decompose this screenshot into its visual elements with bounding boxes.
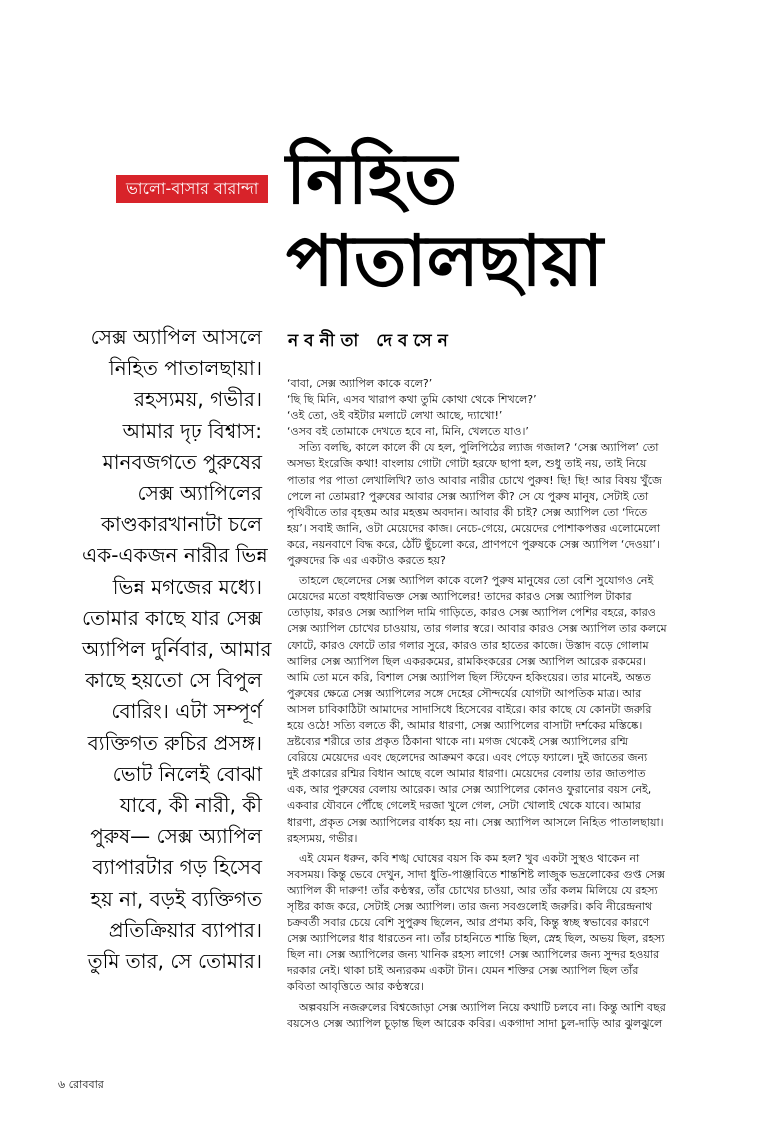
body-line: ধারণা, প্রকৃত সেক্স অ্যাপিলের বার্ধক্য হয় না। সেক্স অ্যাপিল আসলে নিহিত পাতালছায়া।	[287, 815, 664, 829]
title-line: পাতালছায়া	[286, 220, 604, 302]
pull-quote-line: যাবে, কী নারী, কী	[119, 793, 262, 818]
body-line: পেলে না তোমরা? পুরুষের আবার সেক্স অ্যাপিল কী? সে যে পুরুষ মানুষ, সেটাই তো	[287, 489, 649, 503]
pull-quote-line: সেক্স অ্যাপিলের	[137, 481, 262, 506]
body-line: ‘ছি ছি মিনি, এসব খারাপ কথা তুমি কোথা থেকে শিখলে?’	[287, 393, 537, 407]
pull-quote-line: তোমার কাছে যার সেক্স	[82, 605, 263, 630]
title-line: নিহিত	[286, 138, 458, 220]
pull-quote-line: ভোট নিলেই বোঝা	[112, 761, 262, 786]
body-line: দরকার নেই। থাকা চাই অন্যরকম একটা টান। যেমন শক্তির সেক্স অ্যাপিল ছিল তাঁর	[287, 964, 639, 978]
body-line: তাহলে ছেলেদের সেক্স অ্যাপিল কাকে বলে? পুরুষ মানুষের তো বেশি সুযোগও নেই	[299, 574, 654, 588]
body-line: সবসময়। কিন্তু ভেবে দেখুন, সাদা ধুতি-পাঞ্জাবিতে শান্তশিষ্ট লাজুক ভদ্রলোকের গুপ্ত সেক্স	[287, 867, 665, 881]
body-line: দ্রষ্টব্যের শরীরে তার প্রকৃত ঠিকানা থাকে না। মগজ থেকেই সেক্স অ্যাপিলের রশ্মি	[287, 735, 629, 749]
body-line: ‘ওসব বই তোমাকে দেখতে হবে না, মিনি, খেলতে যাও।’	[287, 425, 529, 439]
body-line: সৃষ্টির কাজ করে, সেটাই সেক্স অ্যাপিল। তার জন্য সবগুলোই জরুরি। কবি নীরেন্দ্রনাথ	[287, 900, 653, 913]
body-line: পাতার পর পাতা লেখালিখি? তাও আবার নারীর চোখে পুরুষ! ছি! ছি! আর বিষয় খুঁজে	[287, 473, 662, 487]
body-line: সত্যি বলছি, কালে কালে কী যে হল, পুলিপিঠের ল্যাজ গজাল? ‘সেক্স অ্যাপিল’ তো	[299, 441, 659, 455]
body-line: মেয়েদের মতো বহুধাবিভক্ত সেক্স অ্যাপিলের! তাদের কারও সেক্স অ্যাপিল টাকার	[287, 590, 632, 604]
pull-quote-line: হয় না, বড়ই ব্যক্তিগত	[90, 886, 262, 911]
body-line: এই যেমন ধরুন, কবি শঙ্খ ঘোষের বয়স কি কম হল? খুব একটা সুস্থও থাকেন না	[299, 851, 640, 865]
body-line: আমি তো মনে করি, বিশাল সেক্স অ্যাপিল ছিল স্টিফেন হকিংয়ের। তার মানেই, অন্তত	[287, 670, 651, 684]
pull-quote-line: আমার দৃঢ় বিশ্বাস:	[122, 418, 262, 443]
body-line: অসভ্য ইংরেজি কথা! বাংলায় গোটা গোটা হরফে ছাপা হল, শুধু তাই নয়, তাই নিয়ে	[287, 457, 647, 471]
pull-quote-line: সেক্স অ্যাপিল আসলে	[90, 325, 262, 349]
body-line: একবার যৌবনে পৌঁছে গেলেই দরজা খুলে গেল, সেটা খোলাই থেকে যাবে। আমার	[287, 799, 641, 813]
body-line: বয়সেও সেক্স অ্যাপিল চূড়ান্ত ছিল আরেক কবির। একগাদা সাদা চুল-দাড়ি আর ঝুলঝুলে	[287, 1016, 663, 1030]
body-line: দুই প্রকারের রশ্মির বিধান আছে বলে আমার ধারণা। মেয়েদের বেলায় তার জাতপাত	[287, 767, 646, 781]
pull-quote-line: এক-একজন নারীর ভিন্ন	[82, 543, 268, 568]
body-line: করে, নয়নবাণে বিদ্ধ করে, ঠোঁট ছুঁচলো করে, প্রাণপণে পুরুষকে সেক্স অ্যাপিল ‘দেওয়া’।	[287, 537, 660, 551]
pull-quote-line: প্রতিক্রিয়ার ব্যাপার।	[108, 917, 262, 942]
body-line: তোড়ায়, কারও সেক্স অ্যাপিল দামি গাড়িতে, কারও সেক্স অ্যাপিল পেশির বহরে, কারও	[287, 606, 656, 620]
pull-quote-line: বোরিং। এটা সম্পূর্ণ	[111, 699, 262, 724]
body-line: হয়ে ওঠে! সত্যি বলতে কী, আমার ধারণা, সেক্স অ্যাপিলের বাসাটা দর্শকের মস্তিষ্কে।	[287, 718, 643, 732]
body-line: হয়’। সবাই জানি, ওটা মেয়েদের কাজ। নেচে-গেয়ে, মেয়েদের পোশাকপত্তর এলোমেলো	[287, 521, 660, 535]
body-line: সেক্স অ্যাপিল চোখের চাওয়ায়, তার গলার স্বরে। আবার কারও সেক্স অ্যাপিল তার কলমে	[287, 622, 667, 636]
body-line: ‘বাবা, সেক্স অ্যাপিল কাকে বলে?’	[287, 377, 433, 390]
pull-quote-line: পুরুষ— সেক্স অ্যাপিল	[90, 824, 262, 849]
body-line: পৃথিবীতে তার বৃহত্তম আর মহত্তম অবদান। আবার কী চাই? সেক্স অ্যাপিল তো ‘দিতে	[287, 505, 648, 519]
body-line: রহস্যময়, গভীর।	[287, 831, 358, 845]
pull-quote-line: কাণ্ডকারখানাটা চলে	[100, 512, 262, 537]
body-line: ‘ওই তো, ওই বইটার মলাটে লেখা আছে, দ্যাখো!’	[287, 409, 503, 423]
body-line: কবিতা আবৃত্তিতে আর কণ্ঠস্বরে।	[287, 980, 424, 994]
pull-quote-line: ব্যক্তিগত রুচির প্রসঙ্গ।	[87, 730, 262, 755]
article-title	[286, 138, 603, 302]
body-line: ফোটে, কারও ফোটে তার গলার সুরে, কারও তার হাতের কাজে। উস্তাদ বড়ে গোলাম	[287, 638, 649, 652]
page-folio: ৬ রোববার	[58, 1078, 104, 1091]
pull-quote-line: ভিন্ন মগজের মধ্যে।	[112, 574, 262, 599]
body-line: পুরুষদের কি এর একটাও করতে হয়?	[287, 554, 446, 568]
body-line: এক, আর পুরুষের বেলায় আরেক। আর সেক্স অ্যাপিলের কোনও ফুরানোর বয়স নেই,	[287, 783, 652, 797]
pull-quote-line: মানবজগতে পুরুষের	[102, 449, 262, 474]
body-line: আসল চাবিকাঠিটা আমাদের সাদাসিধে হিসেবের বাইরে। কার কাছে যে কোনটা জরুরি	[287, 702, 652, 716]
article-body	[287, 376, 707, 1032]
body-line: বেরিয়ে মেয়েদের এবং ছেলেদের আক্রমণ করে। এবং পেড়ে ফ্যালে। দুই জাতের জন্য	[287, 751, 648, 765]
author-byline: নবনীতা দেবসেন	[288, 331, 454, 351]
body-line: ছিল না। সেক্স অ্যাপিলের জন্য খানিক রহস্য লাগে! সেক্স অ্যাপিলের জন্য সুন্দর হওয়ার	[287, 948, 660, 962]
pull-quote-line: রহস্যময়, গভীর।	[133, 387, 262, 412]
body-line: সেক্স অ্যাপিলের ধার ধারতেন না। তাঁর চাহনিতে শান্তি ছিল, স্নেহ ছিল, অভয় ছিল, রহস্য	[287, 932, 665, 946]
pull-quote-line: ব্যাপারটার গড় হিসেব	[92, 855, 262, 880]
body-line: চক্রবর্তী সবার চেয়ে বেশি সুপুরুষ ছিলেন, আর প্রণম্য কবি, কিন্তু স্বচ্ছ স্বভাবের কারণে	[287, 916, 650, 930]
pull-quote-line: নিহিত পাতালছায়া।	[109, 356, 262, 381]
pull-quote	[82, 322, 272, 977]
body-line: আলির সেক্স অ্যাপিল ছিল একরকমের, রামকিংকরের সেক্স অ্যাপিল আরেক রকমের।	[287, 654, 647, 668]
pull-quote-line: অ্যাপিল দুর্নিবার, আমার	[82, 637, 272, 662]
body-line: অ্যাপিল কী দারুণ! তাঁর কণ্ঠস্বর, তাঁর চোখের চাওয়া, আর তাঁর কলম মিলিয়ে যে রহস্য	[287, 883, 658, 897]
pull-quote-line: কাছে হয়তো সে বিপুল	[85, 668, 262, 693]
body-line: পুরুষের ক্ষেত্রে সেক্স অ্যাপিলের সঙ্গে দেহের সৌন্দর্যের যোগটা আপতিক মাত্র। আর	[287, 686, 642, 700]
pull-quote-line: তুমি তার, সে তোমার।	[87, 949, 262, 974]
section-kicker: ভালো-বাসার বারান্দা	[116, 175, 268, 203]
body-line: অল্পবয়সি নজরুলের বিশ্বজোড়া সেক্স অ্যাপিল নিয়ে কথাটি চলবে না। কিন্তু আশি বছর	[299, 1000, 666, 1014]
